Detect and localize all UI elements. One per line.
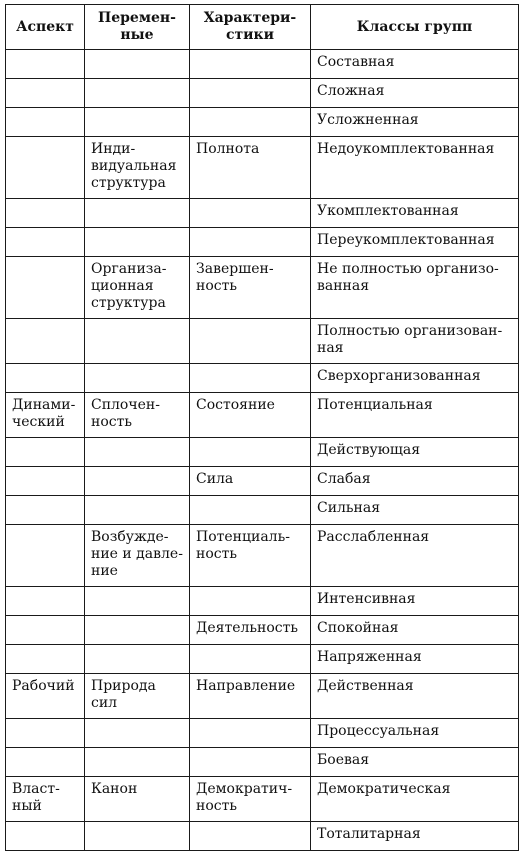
- cell-group-class: Сложная: [311, 79, 519, 108]
- cell-characteristic: [190, 645, 311, 674]
- cell-group-class: Процессуальная: [311, 719, 519, 748]
- table-row: [6, 257, 519, 319]
- table-row: [6, 137, 519, 199]
- table-row: [6, 748, 519, 777]
- cell-characteristic: [190, 50, 311, 79]
- cell-group-class: Боевая: [311, 748, 519, 777]
- cell-aspect: [6, 364, 85, 393]
- cell-aspect: [6, 438, 85, 467]
- cell-aspect: [6, 108, 85, 137]
- table-row: [6, 319, 519, 364]
- cell-variable: [85, 199, 190, 228]
- cell-group-class: Недоукомплектованная: [311, 137, 519, 199]
- cell-characteristic: Полнота: [190, 137, 311, 199]
- table-row: [6, 777, 519, 822]
- cell-group-class: Расслабленная: [311, 525, 519, 587]
- table-row: [6, 50, 519, 79]
- cell-characteristic: Демократич- ность: [190, 777, 311, 822]
- cell-aspect: [6, 645, 85, 674]
- cell-aspect: [6, 319, 85, 364]
- cell-group-class: Усложненная: [311, 108, 519, 137]
- table-row: [6, 438, 519, 467]
- cell-variable: [85, 50, 190, 79]
- cell-variable: [85, 228, 190, 257]
- cell-variable: Возбужде- ние и давле- ние: [85, 525, 190, 587]
- cell-characteristic: [190, 719, 311, 748]
- cell-group-class: Интенсивная: [311, 587, 519, 616]
- cell-variable: [85, 748, 190, 777]
- cell-aspect: [6, 616, 85, 645]
- cell-variable: [85, 587, 190, 616]
- cell-group-class: Действенная: [311, 674, 519, 719]
- table-row: [6, 228, 519, 257]
- header-group-classes: Классы групп: [311, 5, 519, 50]
- cell-characteristic: [190, 79, 311, 108]
- cell-group-class: Укомплектованная: [311, 199, 519, 228]
- cell-aspect: Власт- ный: [6, 777, 85, 822]
- cell-variable: Сплочен- ность: [85, 393, 190, 438]
- cell-characteristic: [190, 587, 311, 616]
- cell-group-class: Сверхорганизованная: [311, 364, 519, 393]
- cell-aspect: [6, 199, 85, 228]
- header-characteristics: Характери- стики: [190, 5, 311, 50]
- cell-characteristic: Сила: [190, 467, 311, 496]
- table-body: [6, 50, 519, 851]
- cell-characteristic: [190, 228, 311, 257]
- cell-aspect: [6, 748, 85, 777]
- cell-characteristic: [190, 496, 311, 525]
- cell-aspect: Динами- ческий: [6, 393, 85, 438]
- table-row: [6, 616, 519, 645]
- cell-group-class: Спокойная: [311, 616, 519, 645]
- cell-characteristic: [190, 438, 311, 467]
- cell-characteristic: Деятельность: [190, 616, 311, 645]
- cell-aspect: [6, 496, 85, 525]
- cell-variable: [85, 822, 190, 851]
- cell-characteristic: Направление: [190, 674, 311, 719]
- cell-variable: Инди- видуальная структура: [85, 137, 190, 199]
- cell-variable: [85, 467, 190, 496]
- cell-characteristic: [190, 199, 311, 228]
- cell-group-class: Составная: [311, 50, 519, 79]
- cell-variable: [85, 108, 190, 137]
- cell-aspect: [6, 822, 85, 851]
- header-aspect: Аспект: [6, 5, 85, 50]
- cell-aspect: [6, 257, 85, 319]
- cell-group-class: Тоталитарная: [311, 822, 519, 851]
- cell-group-class: Сильная: [311, 496, 519, 525]
- table-row: [6, 719, 519, 748]
- table-row: [6, 674, 519, 719]
- cell-characteristic: Состояние: [190, 393, 311, 438]
- cell-aspect: Рабочий: [6, 674, 85, 719]
- table-row: [6, 79, 519, 108]
- table-row: [6, 525, 519, 587]
- cell-aspect: [6, 79, 85, 108]
- cell-characteristic: [190, 822, 311, 851]
- cell-variable: [85, 645, 190, 674]
- cell-variable: Организа- ционная структура: [85, 257, 190, 319]
- cell-characteristic: [190, 364, 311, 393]
- cell-characteristic: Потенциаль- ность: [190, 525, 311, 587]
- table-row: [6, 645, 519, 674]
- table-row: [6, 199, 519, 228]
- cell-group-class: Переукомплектованная: [311, 228, 519, 257]
- cell-characteristic: [190, 319, 311, 364]
- table-row: [6, 467, 519, 496]
- cell-variable: Природа сил: [85, 674, 190, 719]
- header-row: [6, 5, 519, 50]
- cell-variable: [85, 616, 190, 645]
- cell-characteristic: Завершен- ность: [190, 257, 311, 319]
- table-row: [6, 496, 519, 525]
- cell-variable: [85, 79, 190, 108]
- cell-variable: Канон: [85, 777, 190, 822]
- cell-aspect: [6, 525, 85, 587]
- groups-classification-table: [5, 4, 519, 851]
- table-row: [6, 587, 519, 616]
- cell-variable: [85, 364, 190, 393]
- cell-aspect: [6, 587, 85, 616]
- cell-variable: [85, 438, 190, 467]
- table-row: [6, 822, 519, 851]
- cell-aspect: [6, 137, 85, 199]
- cell-aspect: [6, 50, 85, 79]
- cell-variable: [85, 719, 190, 748]
- cell-group-class: Слабая: [311, 467, 519, 496]
- cell-characteristic: [190, 748, 311, 777]
- table-row: [6, 393, 519, 438]
- cell-group-class: Действующая: [311, 438, 519, 467]
- cell-aspect: [6, 719, 85, 748]
- cell-group-class: Полностью организован- ная: [311, 319, 519, 364]
- cell-variable: [85, 496, 190, 525]
- cell-variable: [85, 319, 190, 364]
- table-row: [6, 108, 519, 137]
- cell-aspect: [6, 467, 85, 496]
- table-row: [6, 364, 519, 393]
- cell-group-class: Не полностью организо- ванная: [311, 257, 519, 319]
- header-variables: Перемен- ные: [85, 5, 190, 50]
- cell-group-class: Потенциальная: [311, 393, 519, 438]
- cell-characteristic: [190, 108, 311, 137]
- cell-aspect: [6, 228, 85, 257]
- cell-group-class: Напряженная: [311, 645, 519, 674]
- cell-group-class: Демократическая: [311, 777, 519, 822]
